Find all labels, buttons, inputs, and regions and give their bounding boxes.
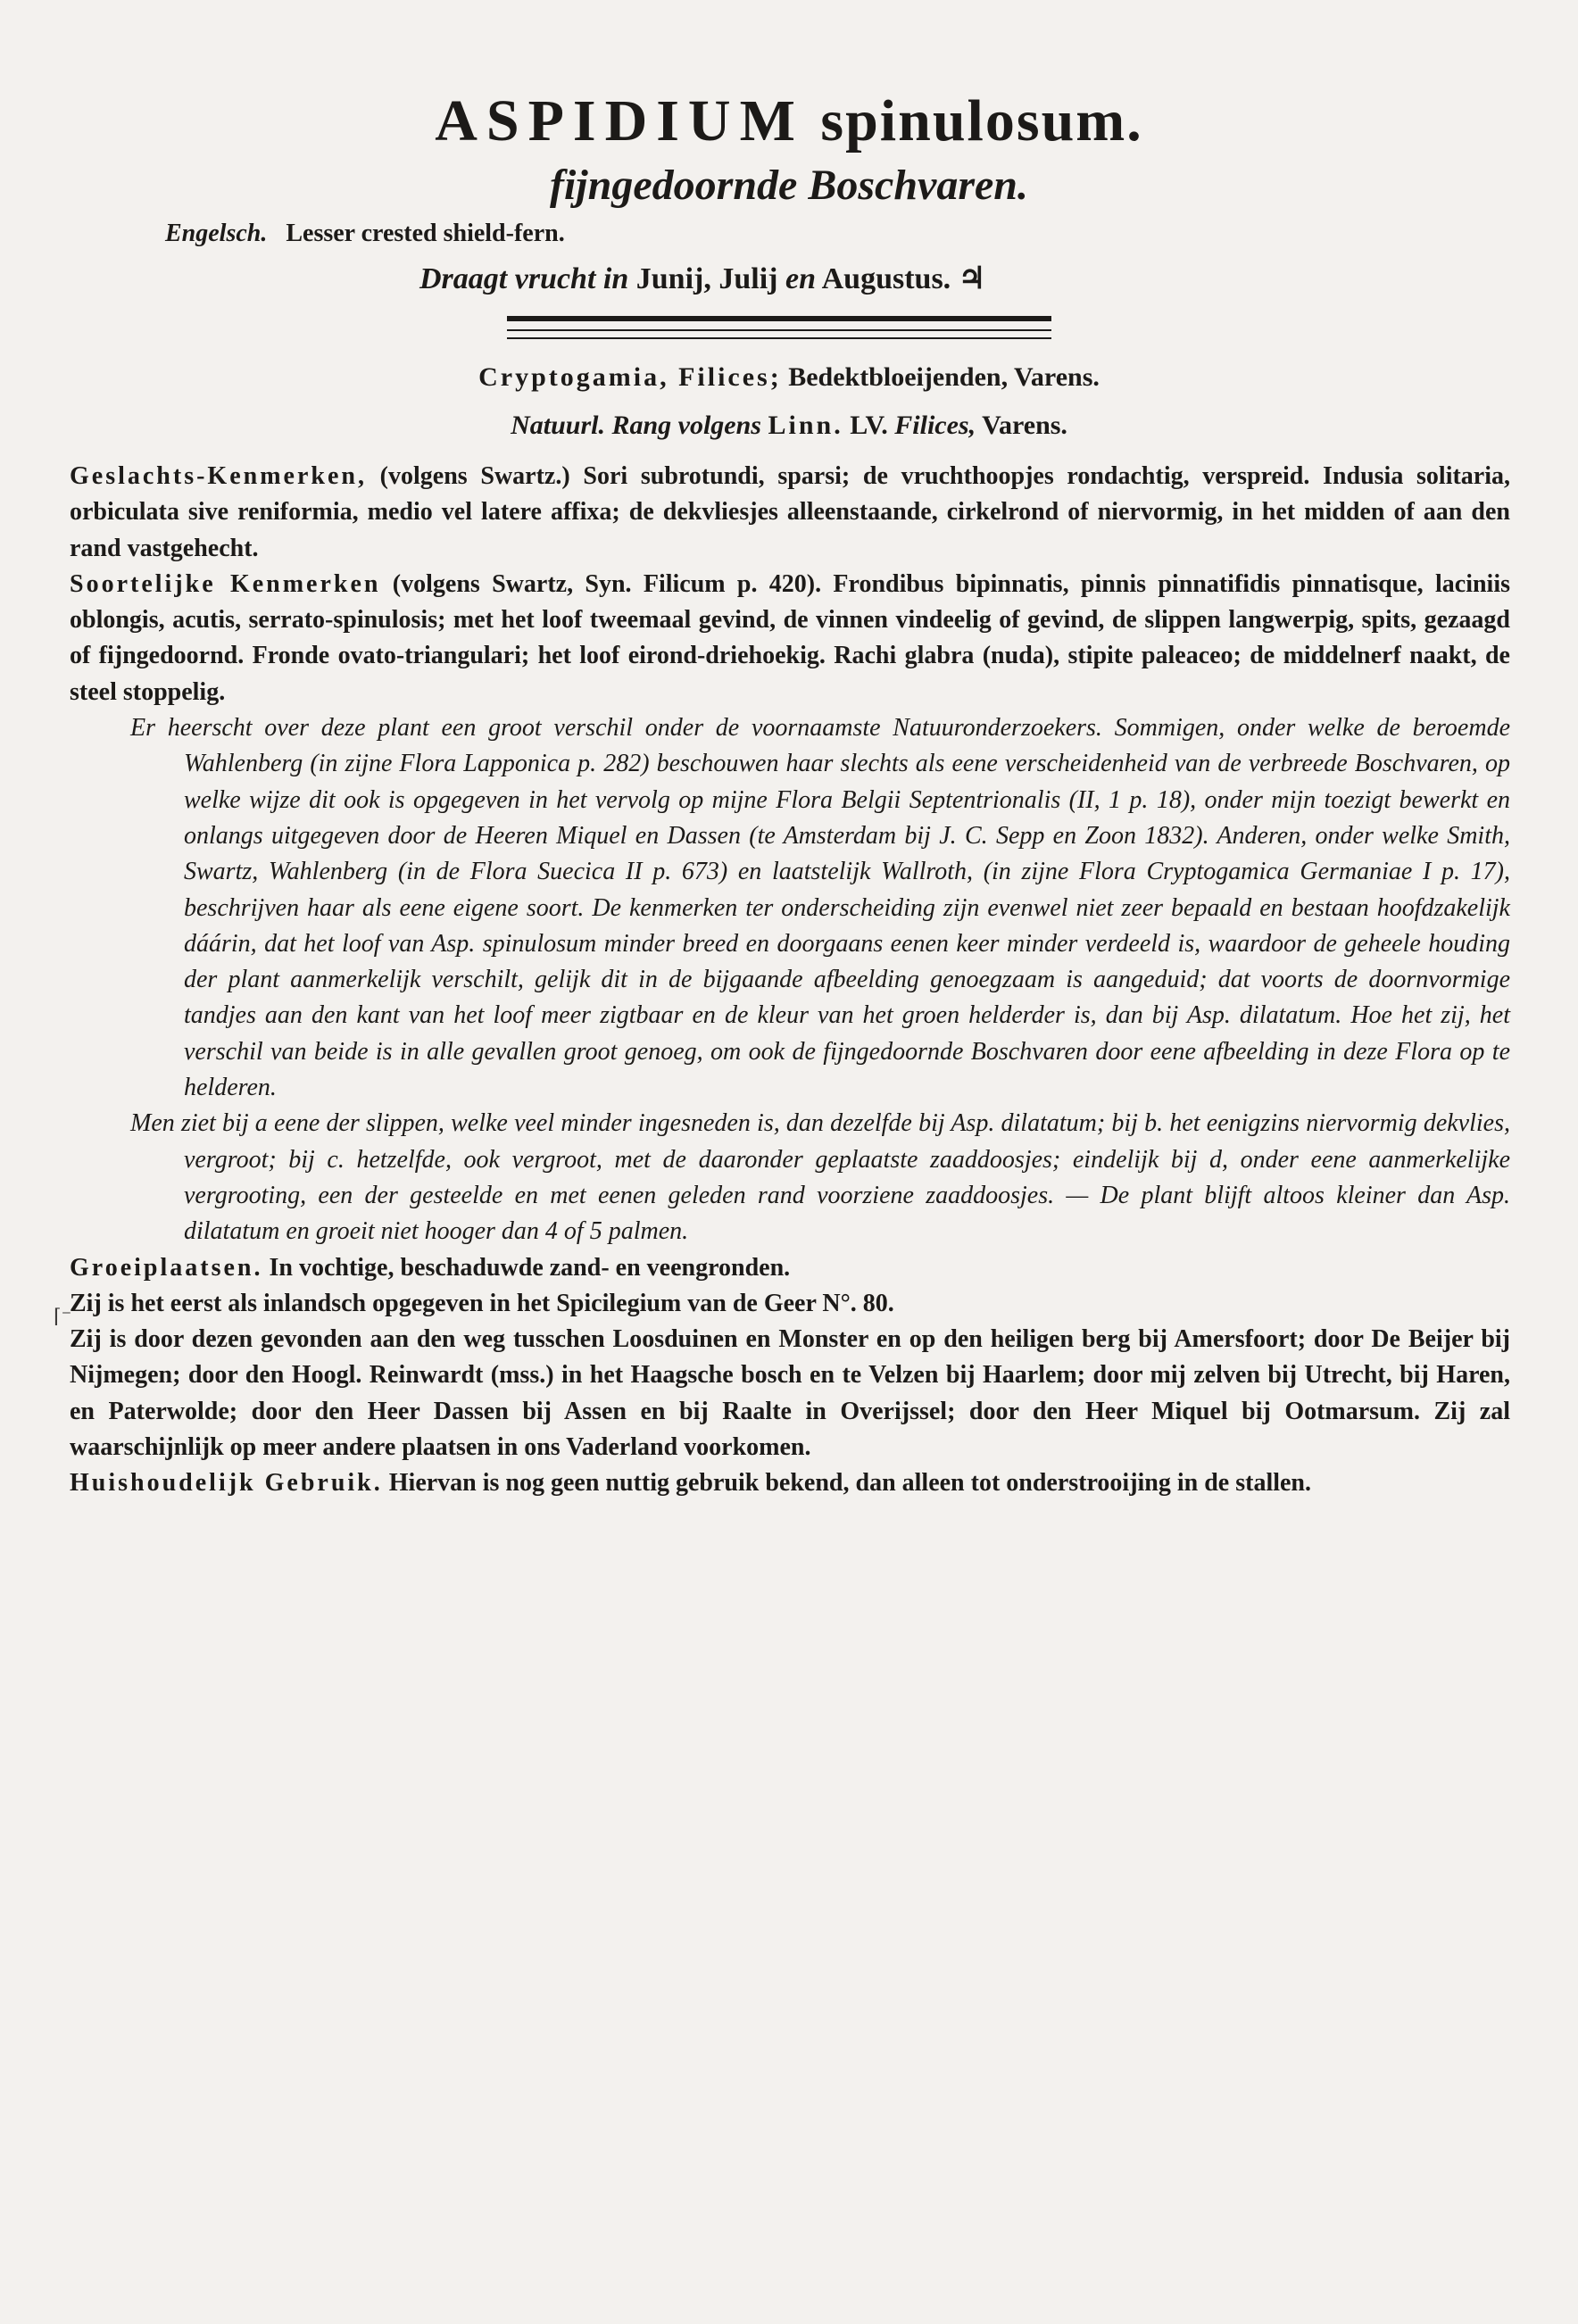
- classification-line: [0, 362, 1578, 393]
- species-characters-label: Soortelijke Kenmerken: [70, 569, 381, 598]
- habitat-first-record: Zij is het eerst als inlandsch opgegeven in het Spicilegium van de Geer N°. 80.: [70, 1289, 894, 1317]
- genus-characters: [70, 459, 1510, 567]
- header-rule-thin: [507, 329, 1051, 331]
- habitat-label: Groeiplaatsen.: [70, 1253, 263, 1282]
- rank-group: Filices,: [894, 411, 976, 440]
- perennial-symbol-icon: ♃: [958, 262, 986, 295]
- rank-prefix: Natuurl. Rang volgens: [511, 411, 761, 440]
- dutch-common-name: fijngedoornde Boschvaren.: [549, 162, 1028, 209]
- page-title: [0, 87, 1578, 155]
- fruit-months-2: Augustus.: [821, 262, 951, 295]
- fruiting-line: [419, 261, 985, 296]
- rank-dutch: Varens.: [982, 411, 1067, 440]
- margin-mark: ⌈⁻: [54, 1306, 72, 1328]
- household-use: [70, 1465, 1510, 1501]
- household-use-text: Hiervan is nog geen nuttig gebruik bekend, dan alleen tot onderstrooijing in de stallen.: [388, 1469, 1312, 1498]
- rank-value: LV.: [850, 411, 888, 440]
- natural-rank-line: [0, 411, 1578, 441]
- header-rule-thin-2: [507, 337, 1051, 339]
- species-name: spinulosum.: [820, 88, 1143, 154]
- species-characters-text: (volgens Swartz, Syn. Filicum p. 420). Frondibus bipinnatis, pinnis pinnatifidis pinnatisque, laciniis oblongis, acutis, serrato-spinulosis; met het loof tweemaal gevind, de vinnen vindeelig of gevind, de slippen langwerpig, spits, gezaagd of fijngedoornd. Fronde ovato-triangulari; het loof eirond-driehoekig. Rachi glabra (nuda), stipite paleaceo; de middelnerf naakt, de steel stoppelig.: [70, 569, 1511, 706]
- english-name-line: [165, 220, 565, 248]
- species-characters: [70, 567, 1510, 710]
- habitat: [70, 1250, 1510, 1286]
- remark-paragraph-2: Men ziet bij a eene der slippen, welke veel minder ingesneden is, dan dezelfde bij Asp. dilatatum; bij b. het eenigzins niervormig dekvlies, vergroot; bij c. hetzelfde, ook vergroot, met de daaronder geplaatste zaaddoosjes; eindelijk bij d, onder eene aanmerkelijke vergrooting, een der gesteelde en met eenen geleden rand voorziene zaaddoosjes. — De plant blijft altoos kleiner dan Asp. dilatatum en groeit niet hooger dan 4 of 5 palmen.: [130, 1109, 1510, 1246]
- rank-author: Linn.: [768, 411, 843, 440]
- genus-characters-label: Geslachts-Kenmerken,: [70, 462, 367, 490]
- habitat-text: In vochtige, beschaduwde zand- en veengronden.: [269, 1253, 791, 1282]
- fruit-and: en: [785, 262, 816, 295]
- fruit-prefix: Draagt vrucht in: [419, 262, 629, 295]
- household-use-label: Huishoudelijk Gebruik.: [70, 1469, 383, 1498]
- remark-paragraph-1: Er heerscht over deze plant een groot verschil onder de voornaamste Natuuronderzoekers. Sommigen, onder welke de beroemde Wahlenberg (in zijne Flora Lapponica p. 282) beschouwen haar slechts als eene verscheidenheid van de verbreede Boschvaren, op welke wijze dit ook is opgegeven in het vervolg op mijne Flora Belgii Septentrionalis (II, 1 p. 18), onder mijn toezigt bewerkt en onlangs uitgegeven door de Heeren Miquel en Dassen (te Amsterdam bij J. C. Sepp en Zoon 1832). Anderen, onder welke Smith, Swartz, Wahlenberg (in de Flora Suecica II p. 673) en laatstelijk Wallroth, (in zijne Flora Cryptogamica Germaniae I p. 17), beschrijven haar als eene eigene soort. De kenmerken ter onderscheiding zijn evenwel niet zeer bepaald en bestaan hoofdzakelijk dáárin, dat het loof van Asp. spinulosum minder breed en doorgaans eenen keer minder verdeeld is, waardoor de geheele houding der plant aanmerkelijk verschilt, gelijk dit in de bijgaande afbeelding genoegzaam is aangeduid; dat voorts de doornvormige tandjes aan den kant van het loof meer zigtbaar en de kleur van het groen helderder is, dan bij Asp. dilatatum. Hoe het zij, het verschil van beide is in alle gevallen groot genoeg, om ook de fijngedoornde Boschvaren door eene afbeelding in deze Flora op te helderen.: [130, 714, 1510, 1102]
- main-text: [70, 459, 1510, 1502]
- fruit-months-1: Junij, Julij: [635, 262, 778, 295]
- header-rule-thick: [507, 316, 1051, 321]
- genus-name: ASPIDIUM: [435, 88, 804, 154]
- classification-system: Cryptogamia, Filices;: [478, 362, 782, 392]
- habitat-localities: Zij is door dezen gevonden aan den weg tusschen Loosduinen en Monster en op den heiligen berg bij Amersfoort; door De Beijer bij Nijmegen; door den Hoogl. Reinwardt (mss.) in het Haagsche bosch en te Velzen bij Haarlem; door mij zelven bij Utrecht, bij Haren, en Paterwolde; door den Heer Dassen bij Assen en bij Raalte in Overijssel; door den Heer Miquel bij Ootmarsum. Zij zal waarschijnlijk op meer andere plaatsen in ons Vaderland voorkomen.: [70, 1325, 1510, 1462]
- english-label: Engelsch.: [165, 220, 268, 247]
- english-name: Lesser crested shield-fern.: [286, 220, 565, 247]
- classification-dutch: Bedektbloeijenden, Varens.: [788, 362, 1100, 392]
- genus-characters-text: (volgens Swartz.) Sori subrotundi, sparsi; de vruchthoopjes rondachtig, verspreid. Indusia solitaria, orbiculata sive reniformia, medio vel latere affixa; de dekvliesjes alleenstaande, cirkelrond of niervormig, in het midden of aan den rand vastgehecht.: [70, 462, 1511, 562]
